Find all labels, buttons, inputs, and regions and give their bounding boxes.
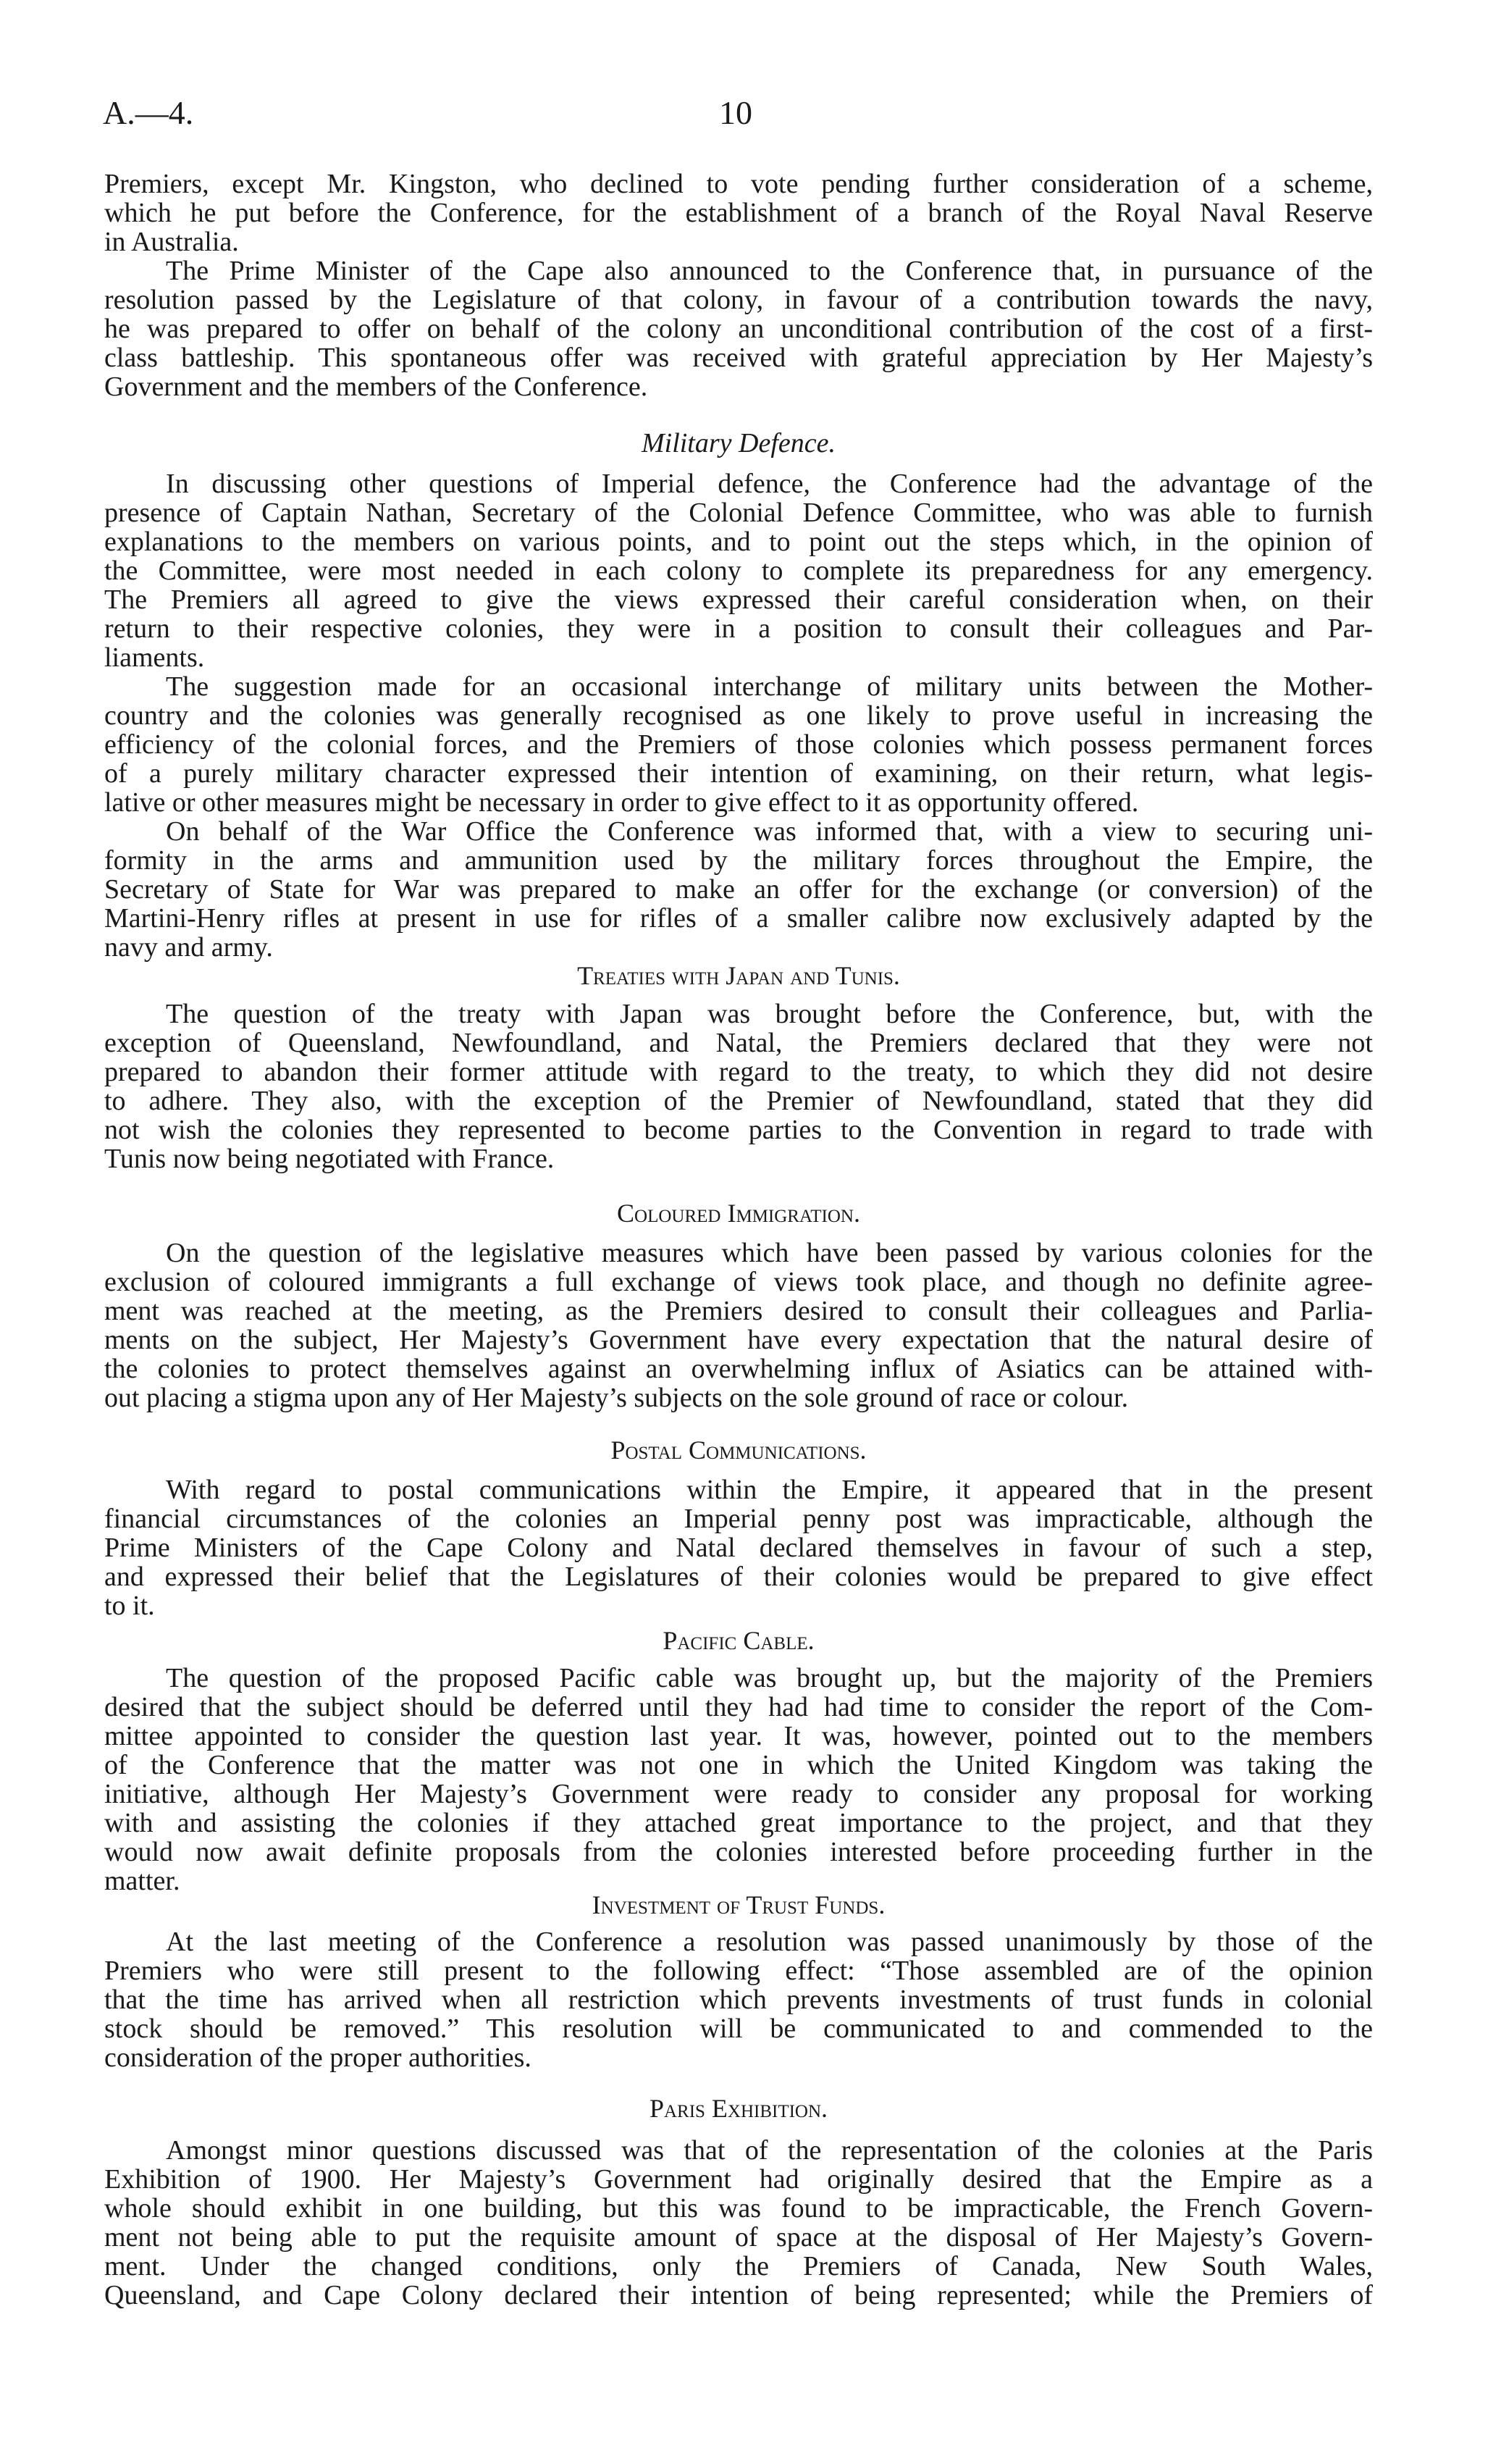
text-line: At the last meeting of the Conference a resolution was passed unanimously by those of the <box>166 1927 1373 1957</box>
page-number: 10 <box>719 94 752 131</box>
section-heading: Pacific Cable. <box>663 1626 815 1655</box>
text-line: the colonies to protect themselves against an overwhelming influx of Asiatics can be attained with- <box>104 1354 1373 1384</box>
text-line: out placing a stigma upon any of Her Majesty’s subjects on the sole ground of race or colour. <box>104 1383 1129 1413</box>
text-line: ment not being able to put the requisite amount of space at the disposal of Her Majesty’s Govern- <box>104 2222 1373 2253</box>
text-line: consideration of the proper authorities. <box>104 2042 531 2073</box>
text-line: ment was reached at the meeting, as the Premiers desired to consult their colleagues and Parlia- <box>104 1296 1373 1326</box>
text-line: Prime Ministers of the Cape Colony and Natal declared themselves in favour of such a step, <box>104 1533 1373 1563</box>
paragraph <box>104 1927 1373 2072</box>
text-line: On the question of the legislative measures which have been passed by various colonies for the <box>166 1238 1373 1268</box>
paragraph <box>104 817 1373 962</box>
text-line: Premiers who were still present to the following effect: “Those assembled are of the opinion <box>104 1956 1373 1986</box>
paragraph <box>104 256 1373 401</box>
text-line: The Premiers all agreed to give the views expressed their careful consideration when, on their <box>104 584 1373 615</box>
section-heading: Postal Communications. <box>610 1436 867 1464</box>
text-line: ment. Under the changed conditions, only the Premiers of Canada, New South Wales, <box>104 2251 1373 2281</box>
text-line: Secretary of State for War was prepared to make an offer for the exchange (or conversion) of the <box>104 874 1373 905</box>
text-line: prepared to abandon their former attitude with regard to the treaty, to which they did not desire <box>104 1057 1373 1087</box>
text-line: presence of Captain Nathan, Secretary of the Colonial Defence Committee, who was able to furnish <box>104 498 1373 528</box>
paragraph <box>104 1475 1373 1620</box>
text-line: ments on the subject, Her Majesty’s Government have every expectation that the natural desire of <box>104 1325 1373 1355</box>
text-line: exception of Queensland, Newfoundland, and Natal, the Premiers declared that they were not <box>104 1028 1373 1058</box>
text-line: of a purely military character expressed their intention of examining, on their return, what legis- <box>104 758 1373 789</box>
text-line: On behalf of the War Office the Conference was informed that, with a view to securing uni- <box>166 816 1373 847</box>
text-line: The Prime Minister of the Cape also announced to the Conference that, in pursuance of the <box>166 256 1373 286</box>
document-reference: A.—4. <box>103 94 194 131</box>
text-line: in Australia. <box>104 227 239 257</box>
text-line: to adhere. They also, with the exception of the Premier of Newfoundland, stated that they did <box>104 1086 1373 1116</box>
text-line: he was prepared to offer on behalf of the colony an unconditional contribution of the cost of a first- <box>104 314 1373 344</box>
text-line: The suggestion made for an occasional interchange of military units between the Mother- <box>166 671 1373 702</box>
text-line: would now await definite proposals from the colonies interested before proceeding further in the <box>104 1837 1373 1867</box>
text-line: Queensland, and Cape Colony declared their intention of being represented; while the Premiers of <box>104 2280 1373 2310</box>
text-line: navy and army. <box>104 932 273 963</box>
text-line: initiative, although Her Majesty’s Government were ready to consider any proposal for working <box>104 1779 1373 1809</box>
text-line: which he put before the Conference, for the establishment of a branch of the Royal Naval Reserve <box>104 198 1373 228</box>
paragraph <box>104 1000 1373 1173</box>
section-heading: Treaties with Japan and Tunis. <box>577 961 900 990</box>
text-line: whole should exhibit in one building, but this was found to be impracticable, the French Govern- <box>104 2193 1373 2224</box>
text-line: Amongst minor questions discussed was that of the representation of the colonies at the Paris <box>166 2135 1373 2166</box>
text-line: Tunis now being negotiated with France. <box>104 1144 555 1174</box>
text-line: resolution passed by the Legislature of that colony, in favour of a contribution towards the navy, <box>104 285 1373 315</box>
text-line: stock should be removed.” This resolution will be communicated to and commended to the <box>104 2013 1373 2044</box>
text-line: The question of the proposed Pacific cable was brought up, but the majority of the Premiers <box>166 1663 1373 1693</box>
text-line: class battleship. This spontaneous offer was received with grateful appreciation by Her Majesty’s <box>104 343 1373 373</box>
text-line: In discussing other questions of Imperial defence, the Conference had the advantage of the <box>166 469 1373 499</box>
paragraph <box>104 169 1373 256</box>
paragraph <box>104 672 1373 817</box>
text-line: desired that the subject should be deferred until they had had time to consider the report of the Com- <box>104 1692 1373 1722</box>
section-heading: Military Defence. <box>641 428 836 458</box>
text-line: explanations to the members on various points, and to point out the steps which, in the opinion of <box>104 527 1373 557</box>
text-line: country and the colonies was generally recognised as one likely to prove useful in increasing the <box>104 700 1373 731</box>
text-line: not wish the colonies they represented to become parties to the Convention in regard to trade with <box>104 1115 1373 1145</box>
text-line: return to their respective colonies, they were in a position to consult their colleagues and Par- <box>104 613 1373 644</box>
text-line: formity in the arms and ammunition used by the military forces throughout the Empire, the <box>104 845 1373 876</box>
text-line: the Committee, were most needed in each colony to complete its preparedness for any emergency. <box>104 556 1373 586</box>
text-line: efficiency of the colonial forces, and the Premiers of those colonies which possess permanent forces <box>104 729 1373 760</box>
text-line: that the time has arrived when all restriction which prevents investments of trust funds in colonial <box>104 1985 1373 2015</box>
text-line: with and assisting the colonies if they attached great importance to the project, and that they <box>104 1808 1373 1838</box>
paragraph <box>104 469 1373 672</box>
text-line: mittee appointed to consider the question last year. It was, however, pointed out to the members <box>104 1721 1373 1751</box>
paragraph <box>104 2136 1373 2310</box>
text-line: liaments. <box>104 642 205 673</box>
text-line: Martini-Henry rifles at present in use for rifles of a smaller calibre now exclusively adapted by the <box>104 903 1373 934</box>
section-heading: Coloured Immigration. <box>617 1199 860 1228</box>
text-line: The question of the treaty with Japan was brought before the Conference, but, with the <box>166 999 1373 1029</box>
text-line: Exhibition of 1900. Her Majesty’s Government had originally desired that the Empire as a <box>104 2164 1373 2195</box>
text-line: With regard to postal communications within the Empire, it appeared that in the present <box>166 1475 1373 1505</box>
section-heading: Paris Exhibition. <box>649 2094 828 2123</box>
text-line: exclusion of coloured immigrants a full exchange of views took place, and though no definite agree- <box>104 1267 1373 1297</box>
text-line: Government and the members of the Conference. <box>104 372 648 402</box>
text-line: matter. <box>104 1866 180 1896</box>
document-body <box>104 169 1373 2310</box>
paragraph <box>104 1239 1373 1412</box>
text-line: Premiers, except Mr. Kingston, who declined to vote pending further consideration of a scheme, <box>104 169 1373 199</box>
text-line: lative or other measures might be necessary in order to give effect to it as opportunity offered. <box>104 787 1139 818</box>
text-line: to it. <box>104 1591 155 1621</box>
text-line: of the Conference that the matter was not one in which the United Kingdom was taking the <box>104 1750 1373 1780</box>
text-line: financial circumstances of the colonies an Imperial penny post was impracticable, although the <box>104 1504 1373 1534</box>
paragraph <box>104 1664 1373 1895</box>
section-heading: Investment of Trust Funds. <box>592 1890 886 1919</box>
text-line: and expressed their belief that the Legislatures of their colonies would be prepared to give effect <box>104 1562 1373 1592</box>
